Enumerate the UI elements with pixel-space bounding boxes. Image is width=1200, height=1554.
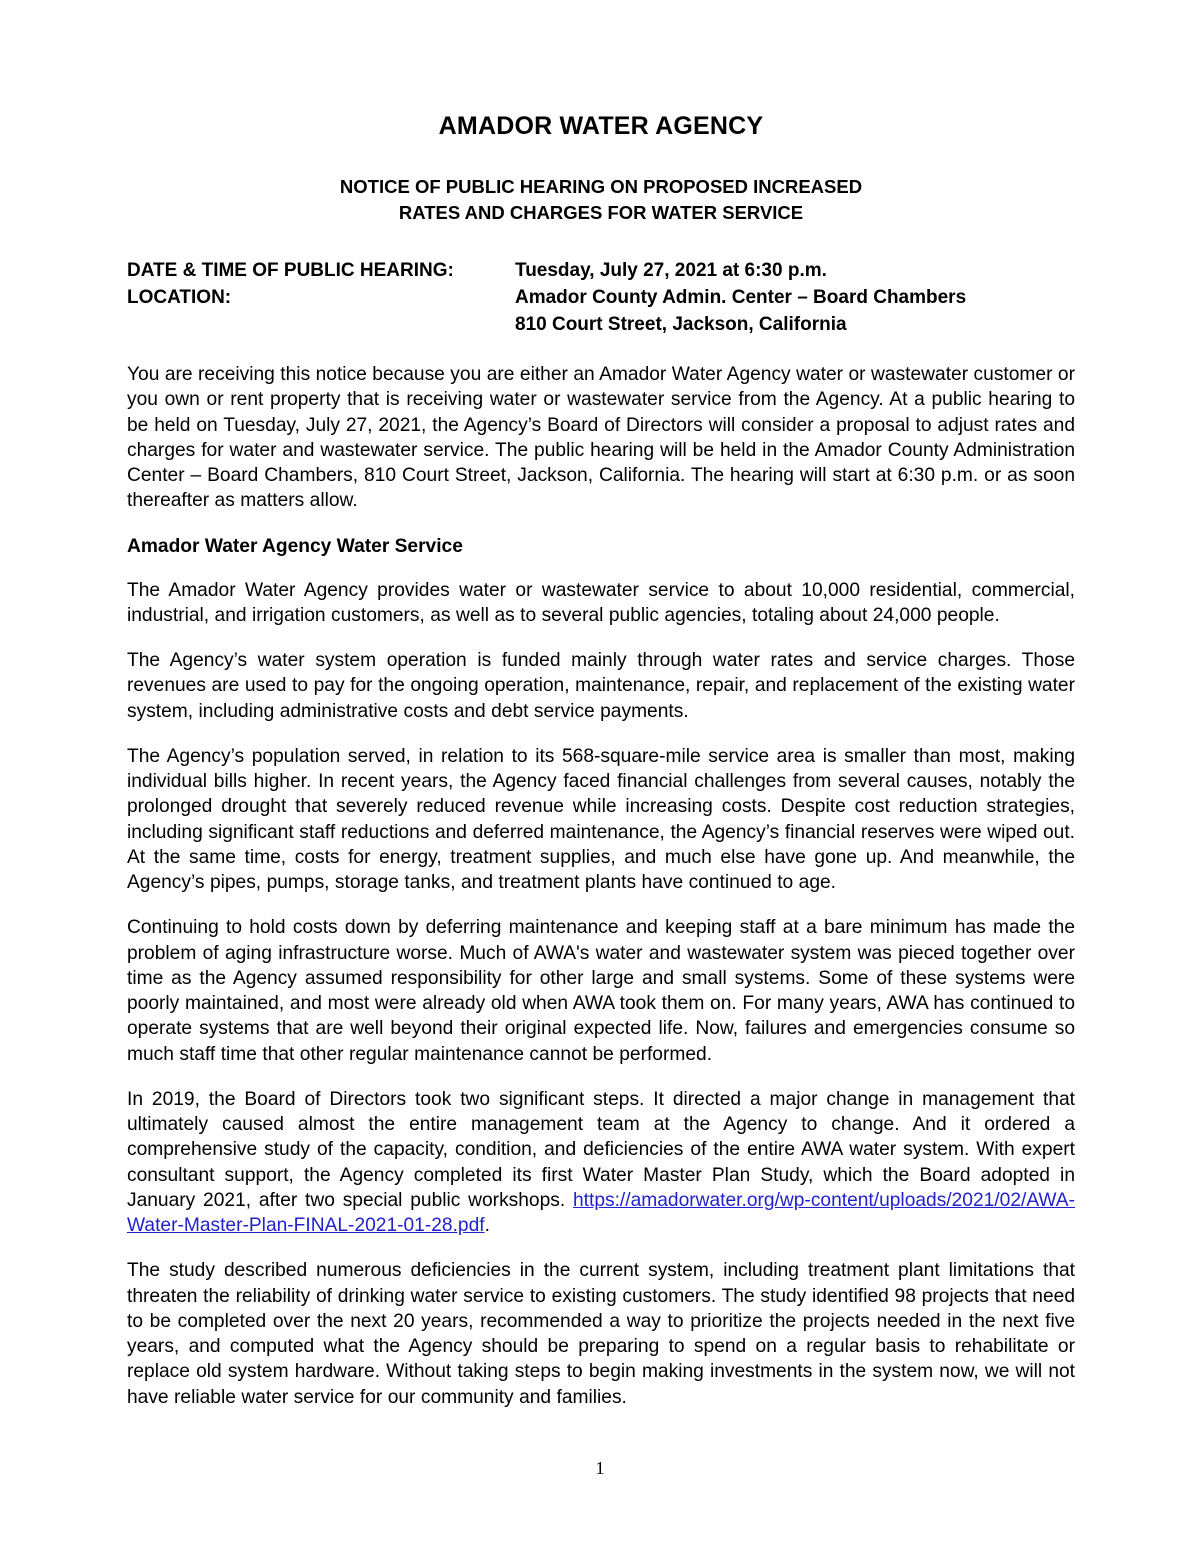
water-master-plan-link[interactable]: https://amadorwater.org/wp-content/uploads/2021/02/AWA-Water-Master-Plan-FINAL-2021-01-28.pdf: [127, 1189, 1075, 1236]
paragraph-board-2019: [127, 1067, 1075, 1239]
hearing-location-row: [127, 284, 1075, 311]
paragraph-board-2019-period: .: [484, 1215, 490, 1236]
subtitle-line-2: RATES AND CHARGES FOR WATER SERVICE: [398, 202, 804, 224]
subtitle-line-1: NOTICE OF PUBLIC HEARING ON PROPOSED INCREASED: [339, 176, 863, 197]
paragraph-infrastructure: Continuing to hold costs down by deferring maintenance and keeping staff at a bare minimum has made the problem of aging infrastructure worse. Much of AWA's water and wastewater system was pieced together over time as the Agency assumed responsibility for other large and small systems. Some of these systems were poorly maintained, and most were already old when AWA took them on. For many years, AWA has continued to operate systems that are well beyond their original expected life. Now, failures and emergencies consume so much staff time that other regular maintenance cannot be performed.: [127, 917, 1075, 1065]
hearing-date-label: DATE & TIME OF PUBLIC HEARING:: [127, 259, 454, 281]
hearing-date-row: [127, 257, 1075, 284]
paragraph-funding: The Agency’s water system operation is funded mainly through water rates and service charges. Those revenues are used to pay for the ongoing operation, maintenance, repair, and replacement of the existing water system, including administrative costs and debt service payments.: [127, 650, 1075, 722]
document-content: [127, 0, 1075, 1410]
paragraph-board-2019-text: In 2019, the Board of Directors took two significant steps. It directed a major change in management that ultimately caused almost the entire management team at the Agency to change. And it ordered a comprehensive study of the capacity, condition, and deficiencies of the entire AWA water system. With expert consultant support, the Agency completed its first Water Master Plan Study, which the Board adopted in January 2021, after two special public workshops.: [127, 1088, 1075, 1211]
page-title: AMADOR WATER AGENCY: [438, 112, 764, 140]
paragraph-population: The Agency’s population served, in relation to its 568-square-mile service area is smaller than most, making individual bills higher. In recent years, the Agency faced financial challenges from several causes, notably the prolonged drought that severely reduced revenue while increasing costs. Despite cost reduction strategies, including significant staff reductions and deferred maintenance, the Agency’s financial reserves were wiped out. At the same time, costs for energy, treatment supplies, and much else have gone up. And meanwhile, the Agency’s pipes, pumps, storage tanks, and treatment plants have continued to age.: [127, 745, 1075, 893]
paragraph-intro: You are receiving this notice because you are either an Amador Water Agency water or wastewater customer or you own or rent property that is receiving water or wastewater service from the Agency. At a public hearing to be held on Tuesday, July 27, 2021, the Agency’s Board of Directors will consider a proposal to adjust rates and charges for water and wastewater service. The public hearing will be held in the Amador County Administration Center – Board Chambers, 810 Court Street, Jackson, California. The hearing will start at 6:30 p.m. or as soon thereafter as matters allow.: [127, 364, 1075, 512]
hearing-location-address: 810 Court Street, Jackson, California: [515, 313, 847, 335]
section-heading-water-service: Amador Water Agency Water Service: [127, 535, 463, 557]
hearing-location-value: Amador County Admin. Center – Board Chambers: [515, 286, 967, 308]
hearing-location-label: LOCATION:: [127, 286, 232, 308]
hearing-date-value: Tuesday, July 27, 2021 at 6:30 p.m.: [515, 259, 827, 281]
paragraph-study: The study described numerous deficiencies in the current system, including treatment plant limitations that threaten the reliability of drinking water service to existing customers. The study identified 98 projects that need to be completed over the next 20 years, recommended a way to prioritize the projects needed in the next five years, and computed what the Agency should be preparing to spend on a regular basis to rehabilitate or replace old system hardware. Without taking steps to begin making investments in the system now, we will not have reliable water service for our community and families.: [127, 1260, 1075, 1408]
paragraph-customers: The Amador Water Agency provides water or wastewater service to about 10,000 residential, commercial, industrial, and irrigation customers, as well as to several public agencies, totaling about 24,000 people.: [127, 579, 1075, 626]
hearing-details: [127, 257, 1075, 338]
document-subtitle: [127, 141, 1075, 227]
page-number: 1: [595, 1458, 605, 1478]
